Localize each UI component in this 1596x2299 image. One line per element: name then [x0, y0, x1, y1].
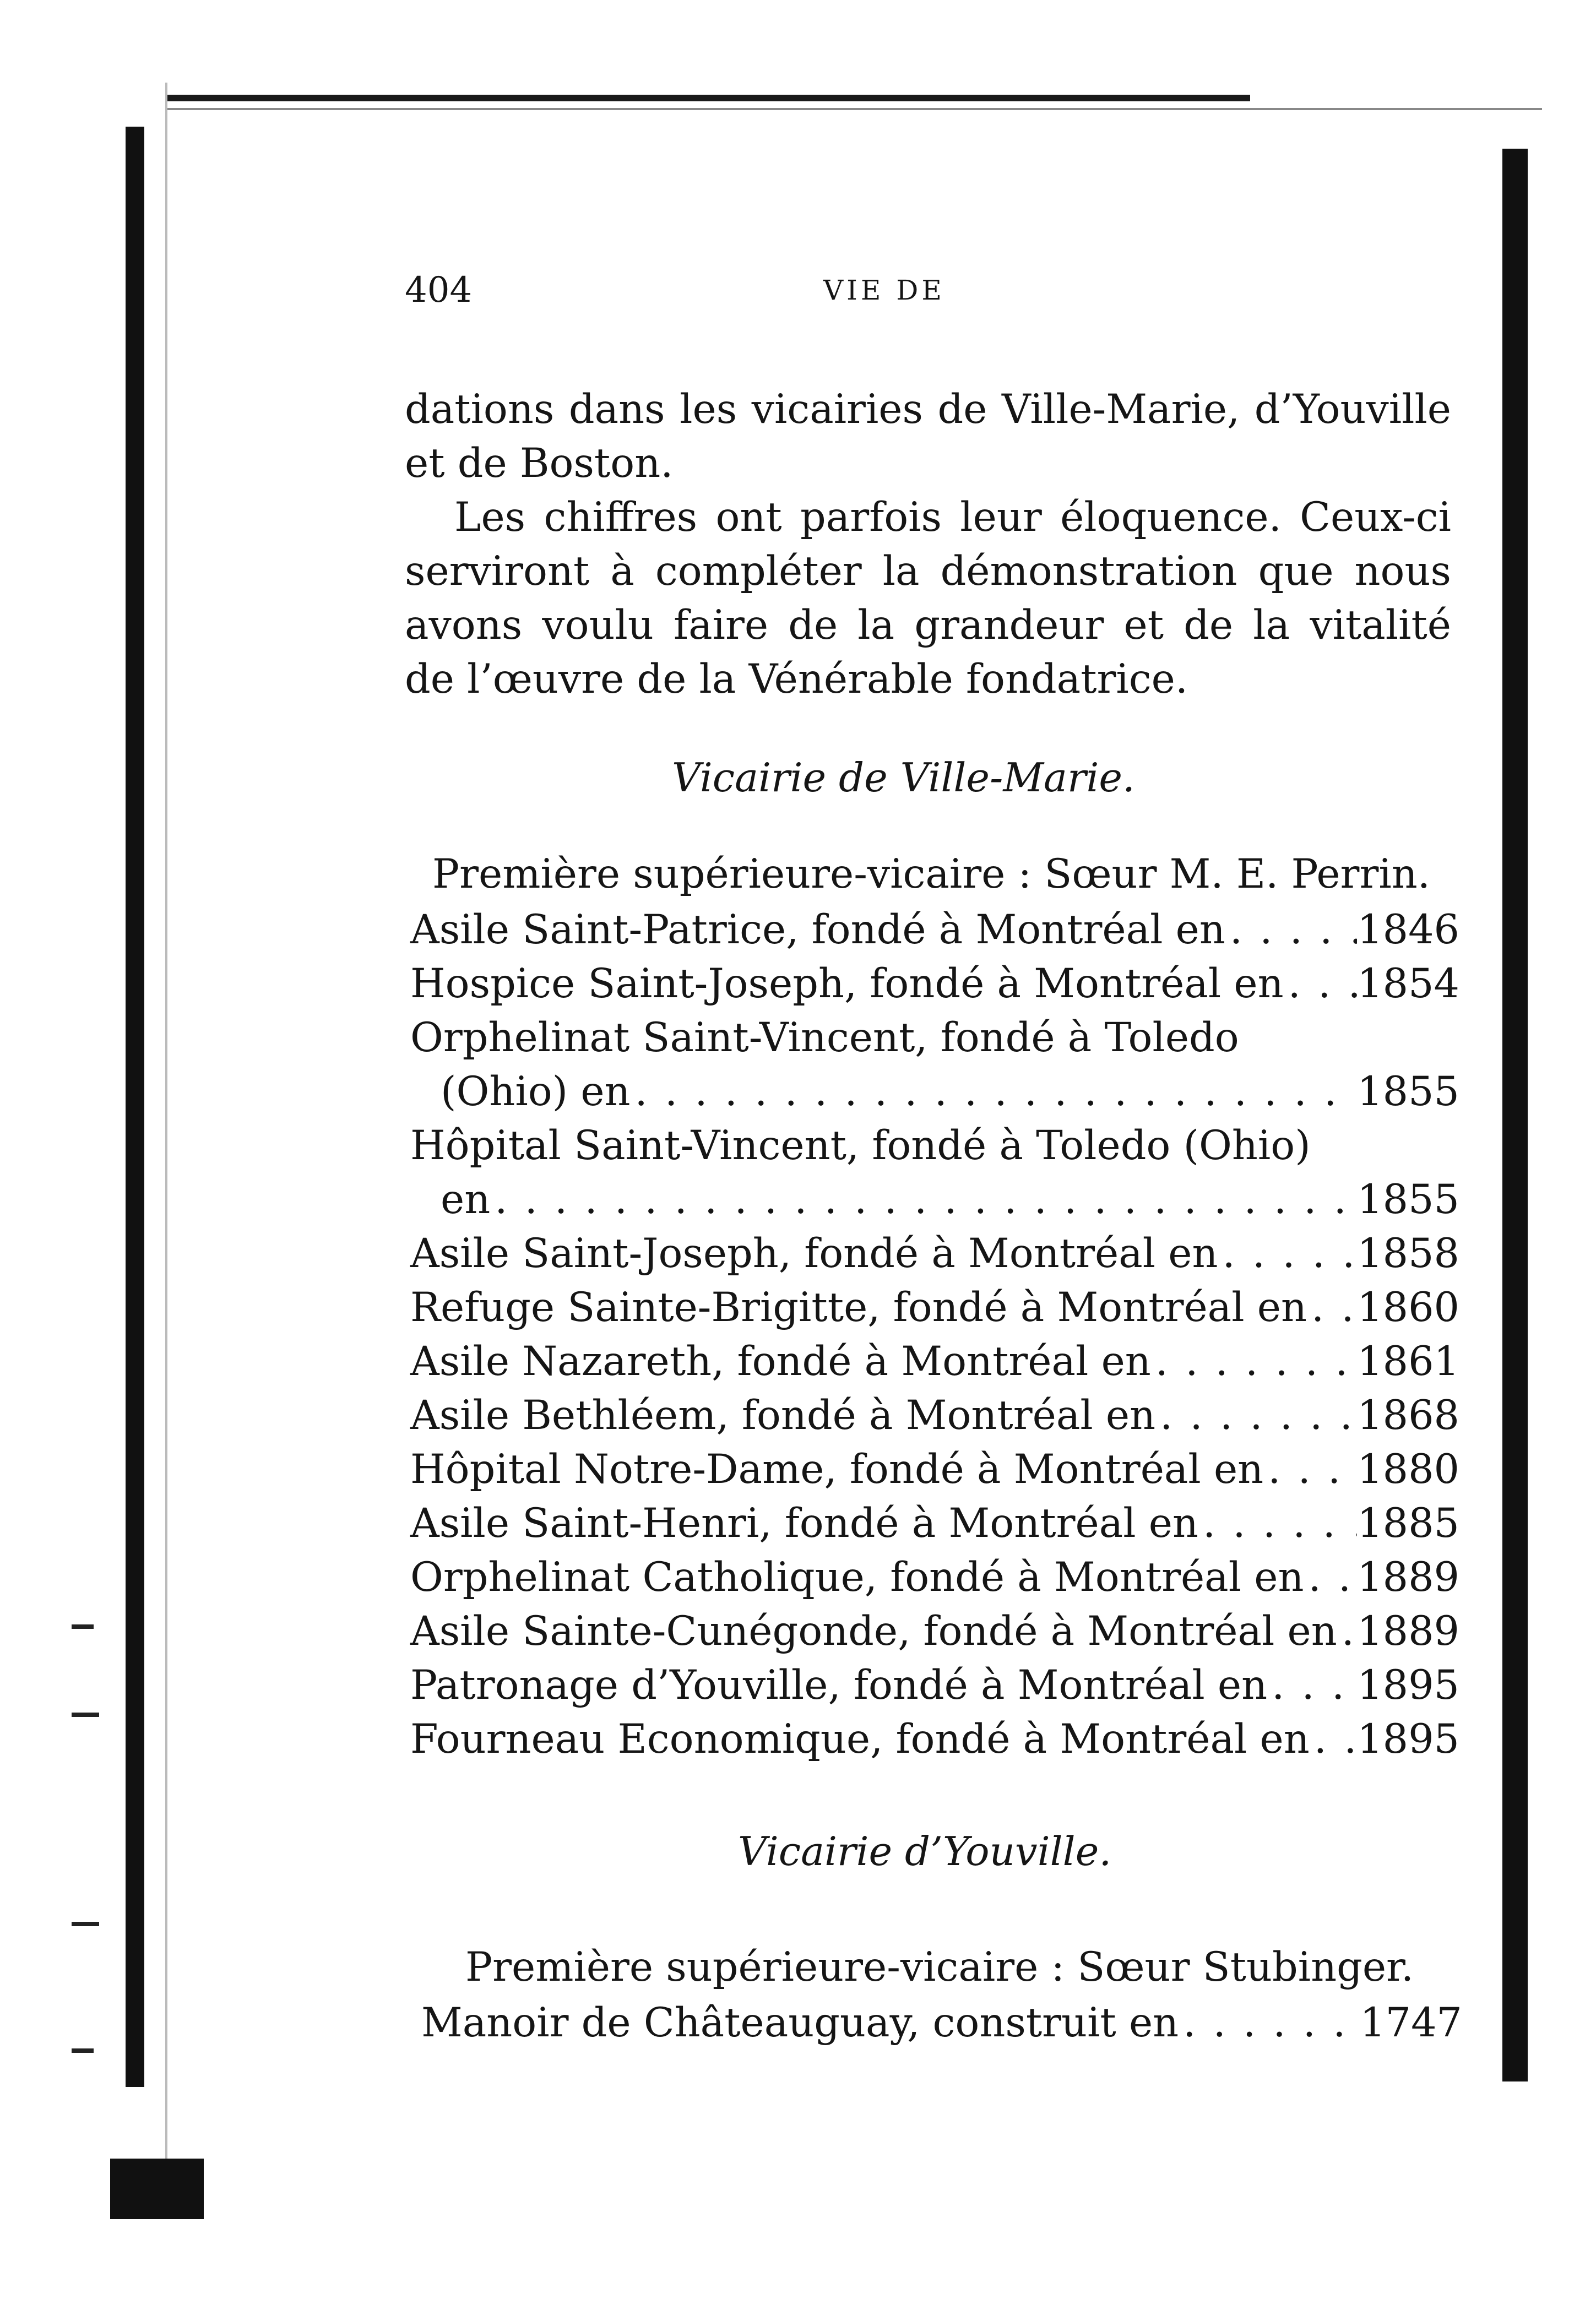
entry-year: 1889 — [1357, 1608, 1459, 1655]
list-item — [410, 1443, 1459, 1497]
scan-left-edge — [126, 127, 144, 2087]
running-title: VIE DE — [823, 274, 945, 306]
entry-year: 1868 — [1357, 1392, 1459, 1439]
entry-year: 1885 — [1357, 1500, 1459, 1547]
entry-name: Fourneau Economique, fondé à Montréal en — [410, 1716, 1310, 1763]
entry-year: 1855 — [1357, 1068, 1459, 1115]
entry-name: Asile Saint-Patrice, fondé à Montréal en — [410, 906, 1225, 953]
list-item-continuation — [410, 1173, 1459, 1227]
entry-continuation: en — [441, 1176, 491, 1223]
section-title: Vicairie d’Youville. — [738, 1828, 1112, 1874]
entry-year: 1858 — [1357, 1230, 1459, 1277]
scan-mark — [72, 2048, 94, 2053]
list-item — [410, 1335, 1459, 1389]
entry-year: 1895 — [1357, 1662, 1459, 1709]
list-item — [410, 957, 1459, 1011]
scan-top-rule — [165, 95, 1250, 101]
entry-name: Manoir de Châteauguay, construit en — [421, 1999, 1179, 2046]
scan-left-edge-thin — [165, 83, 167, 2219]
list-item — [410, 1605, 1459, 1659]
list-item — [410, 1011, 1459, 1065]
entry-name: Asile Bethléem, fondé à Montréal en — [410, 1392, 1156, 1439]
list-item — [410, 1389, 1459, 1443]
entry-year: 1846 — [1357, 906, 1459, 953]
scan-top-rule-thin — [165, 108, 1542, 110]
entry-name: Hospice Saint-Joseph, fondé à Montréal en — [410, 960, 1284, 1007]
entry-name: Asile Sainte-Cunégonde, fondé à Montréal en — [410, 1608, 1337, 1655]
list-item — [410, 1281, 1459, 1335]
entry-year: 1860 — [1357, 1284, 1459, 1331]
entry-name: Hôpital Notre-Dame, fondé à Montréal en — [410, 1446, 1264, 1493]
entries-list — [410, 903, 1459, 1767]
text-line: serviront à compléter la démonstration que nous — [405, 548, 1451, 595]
entry-continuation: (Ohio) en — [441, 1068, 631, 1115]
list-item — [410, 903, 1459, 957]
entry-name: Asile Saint-Henri, fondé à Montréal en — [410, 1500, 1198, 1547]
text-line: avons voulu faire de la grandeur et de la vitalité — [405, 602, 1451, 649]
running-head — [405, 270, 1154, 319]
superior-line: Première supérieure-vicaire : Sœur Stubinger. — [465, 1944, 1414, 1991]
page-number: 404 — [405, 270, 473, 311]
list-item-continuation — [410, 1065, 1459, 1119]
entries-list — [421, 1996, 1462, 2050]
text-line: et de Boston. — [405, 440, 674, 487]
list-item — [410, 1497, 1459, 1551]
entry-year: 1855 — [1357, 1176, 1459, 1223]
entry-name: Refuge Sainte-Brigitte, fondé à Montréal en — [410, 1284, 1307, 1331]
entry-name: Hôpital Saint-Vincent, fondé à Toledo (Ohio) — [410, 1122, 1311, 1169]
entry-year: 1747 — [1360, 1999, 1462, 2046]
text-line: dations dans les vicairies de Ville-Marie, d’Youville — [405, 386, 1451, 433]
scan-mark — [72, 1624, 94, 1629]
entry-name: Orphelinat Catholique, fondé à Montréal en — [410, 1554, 1304, 1601]
entry-year: 1880 — [1357, 1446, 1459, 1493]
scan-right-edge — [1502, 149, 1528, 2081]
list-item — [410, 1659, 1459, 1713]
list-item — [410, 1227, 1459, 1281]
section-title: Vicairie de Ville-Marie. — [672, 754, 1135, 801]
entry-year: 1854 — [1357, 960, 1459, 1007]
intro-paragraph — [405, 383, 1451, 706]
entry-name: Patronage d’Youville, fondé à Montréal en — [410, 1662, 1268, 1709]
scan-mark — [72, 1922, 99, 1926]
entry-name: Asile Saint-Joseph, fondé à Montréal en — [410, 1230, 1218, 1277]
entry-name: Asile Nazareth, fondé à Montréal en — [410, 1338, 1151, 1385]
text-line: de l’œuvre de la Vénérable fondatrice. — [405, 656, 1188, 703]
entry-year: 1861 — [1357, 1338, 1459, 1385]
list-item — [410, 1119, 1459, 1173]
text-line: Les chiffres ont parfois leur éloquence. Ceux-ci — [454, 494, 1451, 541]
scan-left-bottom-block — [110, 2159, 204, 2219]
list-item — [410, 1551, 1459, 1605]
list-item — [410, 1713, 1459, 1767]
entry-year: 1889 — [1357, 1554, 1459, 1601]
scan-mark — [72, 1713, 99, 1717]
superior-line: Première supérieure-vicaire : Sœur M. E. Perrin. — [432, 851, 1430, 898]
entry-name: Orphelinat Saint-Vincent, fondé à Toledo — [410, 1014, 1239, 1061]
list-item — [421, 1996, 1462, 2050]
entry-year: 1895 — [1357, 1716, 1459, 1763]
